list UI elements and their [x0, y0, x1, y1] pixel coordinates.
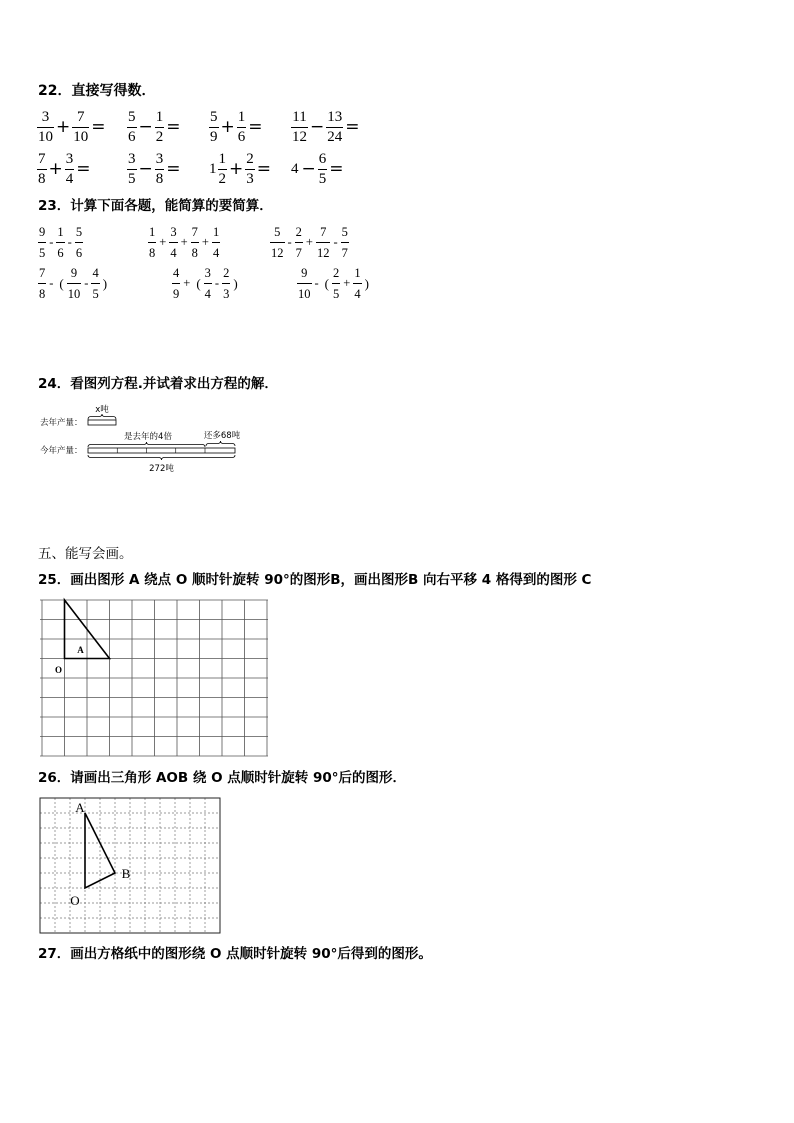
- fraction: [38, 263, 46, 304]
- denominator: 24: [327, 129, 343, 145]
- extra-brace: [206, 441, 235, 446]
- denominator: 5: [333, 287, 340, 301]
- times-brace: [88, 442, 205, 447]
- q22-expression: [209, 108, 265, 147]
- fraction: [37, 108, 54, 147]
- fraction: [67, 263, 82, 304]
- fraction: [155, 150, 165, 189]
- fraction: [222, 263, 230, 304]
- numerator: 1: [218, 150, 228, 170]
- denominator: 2: [218, 171, 226, 187]
- fraction: [127, 108, 137, 147]
- q23-expression: [270, 222, 349, 263]
- fraction: [332, 263, 340, 304]
- numerator: 3: [169, 222, 177, 243]
- fraction: [169, 222, 177, 263]
- numerator: 7: [72, 108, 89, 128]
- numerator: 5: [341, 222, 349, 243]
- fraction: [72, 108, 89, 147]
- q22-expression: [291, 150, 346, 189]
- this-year-bar-dividers: [117, 448, 205, 453]
- operator: +: [56, 117, 71, 137]
- fraction: [148, 222, 156, 263]
- denominator: 12: [316, 246, 330, 260]
- q26-grid-figure: [38, 796, 224, 936]
- fraction: [56, 222, 64, 263]
- parenthesis: (: [59, 275, 64, 291]
- fraction: [218, 150, 228, 189]
- numerator: 7: [191, 222, 199, 243]
- operator: =: [166, 117, 181, 137]
- operator: =: [91, 117, 106, 137]
- fraction: [291, 108, 308, 147]
- operator: -: [287, 235, 292, 249]
- fraction: [91, 263, 99, 304]
- vertex-a-label: A: [75, 800, 85, 815]
- parenthesis: (: [324, 275, 330, 291]
- denominator: 5: [39, 246, 46, 260]
- numerator: 2: [245, 150, 255, 170]
- denominator: 10: [38, 129, 53, 145]
- operator: −: [310, 117, 325, 137]
- last-year-bar: [88, 420, 116, 425]
- whole-number: 1: [209, 161, 217, 177]
- square-grid: [40, 600, 268, 756]
- numerator: 1: [56, 222, 64, 243]
- denominator: 7: [341, 246, 348, 260]
- numerator: 4: [172, 263, 180, 284]
- operator: +: [229, 159, 244, 179]
- denominator: 6: [75, 246, 83, 260]
- question-23-title: 23．计算下面各题，能简算的要简算．: [38, 198, 273, 214]
- operator: =: [345, 117, 360, 137]
- numerator: 9: [297, 263, 312, 284]
- numerator: 3: [65, 150, 75, 170]
- fraction: [191, 222, 199, 263]
- denominator: 12: [271, 246, 284, 260]
- numerator: 3: [204, 263, 212, 284]
- numerator: 7: [37, 150, 47, 170]
- total-label: 272吨: [149, 464, 174, 474]
- numerator: 3: [127, 150, 137, 170]
- operator: =: [329, 159, 344, 179]
- denominator: 6: [128, 129, 136, 145]
- operator: +: [159, 235, 167, 249]
- parenthesis: (: [196, 275, 201, 291]
- fraction: [172, 263, 180, 304]
- q22-expression: [127, 108, 183, 147]
- parenthesis: ): [364, 275, 369, 291]
- section-5-title: 五、能写会画。: [38, 546, 133, 562]
- operator: +: [183, 276, 191, 290]
- numerator: 5: [270, 222, 285, 243]
- operator: −: [301, 159, 316, 179]
- last-year-amount-label: x吨: [95, 405, 109, 415]
- fraction: [353, 263, 361, 304]
- numerator: 1: [212, 222, 220, 243]
- operator: +: [201, 235, 209, 249]
- fraction: [38, 222, 46, 263]
- denominator: 12: [292, 129, 307, 145]
- numerator: 1: [353, 263, 361, 284]
- question-25-title: 25．画出图形 A 绕点 O 顺时针旋转 90°的图形B，画出图形B 向右平移 4 格得到的图形 C: [38, 572, 592, 588]
- operator: =: [256, 159, 271, 179]
- denominator: 10: [73, 129, 89, 145]
- q22-expression: [127, 150, 183, 189]
- point-o-label: O: [54, 665, 63, 675]
- numerator: 5: [209, 108, 219, 128]
- operator: =: [76, 159, 91, 179]
- operator: -: [67, 235, 72, 249]
- q22-expression: [291, 108, 362, 147]
- q22-expression: [37, 150, 93, 189]
- numerator: 5: [75, 222, 83, 243]
- numerator: 7: [316, 222, 331, 243]
- fraction: [295, 222, 303, 263]
- denominator: 10: [298, 287, 311, 301]
- operator: -: [49, 235, 54, 249]
- vertex-o-label: O: [70, 893, 80, 908]
- denominator: 2: [155, 129, 164, 145]
- operator: +: [48, 159, 63, 179]
- operator: −: [138, 117, 153, 137]
- question-27-title: 27．画出方格纸中的图形绕 O 点顺时针旋转 90°后得到的图形。: [38, 946, 432, 962]
- denominator: 8: [155, 171, 164, 187]
- parenthesis: ): [233, 275, 238, 291]
- this-year-bar: [88, 448, 235, 453]
- denominator: 7: [295, 246, 302, 260]
- vertex-b-label: B: [121, 866, 131, 881]
- operator: -: [49, 276, 54, 290]
- denominator: 6: [237, 129, 246, 145]
- numerator: 2: [222, 263, 230, 284]
- operator: =: [166, 159, 181, 179]
- integer: 4: [291, 161, 299, 177]
- fraction: [326, 108, 343, 147]
- numerator: 3: [37, 108, 54, 128]
- denominator: 4: [354, 287, 361, 301]
- fraction: [204, 263, 212, 304]
- fraction: [212, 222, 220, 263]
- numerator: 5: [127, 108, 137, 128]
- last-year-label: 去年产量：: [40, 418, 83, 428]
- q22-expression: [209, 150, 273, 189]
- fraction: [155, 108, 165, 147]
- numerator: 1: [155, 108, 165, 128]
- denominator: 8: [39, 287, 46, 301]
- numerator: 1: [237, 108, 247, 128]
- fraction: [65, 150, 75, 189]
- denominator: 8: [38, 171, 46, 187]
- operator: +: [305, 235, 313, 249]
- numerator: 2: [332, 263, 340, 284]
- numerator: 13: [326, 108, 343, 128]
- numerator: 3: [155, 150, 165, 170]
- fraction: [127, 150, 137, 189]
- operator: -: [314, 276, 319, 290]
- numerator: 9: [67, 263, 82, 284]
- fraction: [209, 108, 219, 147]
- fraction: [75, 222, 83, 263]
- fraction: [270, 222, 285, 263]
- fraction: [341, 222, 349, 263]
- q23-expression: [38, 263, 110, 304]
- denominator: 6: [57, 246, 64, 260]
- q23-expression: [172, 263, 241, 304]
- denominator: 3: [246, 171, 254, 187]
- numerator: 4: [91, 263, 99, 284]
- times-label: 是去年的4倍: [124, 432, 172, 442]
- denominator: 5: [92, 287, 99, 301]
- operator: -: [333, 235, 338, 249]
- denominator: 8: [149, 246, 156, 260]
- denominator: 5: [318, 171, 327, 187]
- extra-label: 还多68吨: [203, 431, 241, 441]
- question-22-title: 22．直接写得数．: [38, 83, 156, 99]
- operator: +: [180, 235, 188, 249]
- numerator: 9: [38, 222, 46, 243]
- denominator: 9: [173, 287, 180, 301]
- operator: =: [248, 117, 263, 137]
- denominator: 9: [210, 129, 218, 145]
- fraction: [297, 263, 312, 304]
- operator: +: [343, 276, 351, 290]
- numerator: 11: [291, 108, 308, 128]
- operator: -: [84, 276, 89, 290]
- operator: −: [138, 159, 153, 179]
- denominator: 4: [204, 287, 211, 301]
- q22-expression: [37, 108, 108, 147]
- denominator: 10: [67, 287, 81, 301]
- denominator: 8: [191, 246, 198, 260]
- shape-a-label: A: [77, 645, 84, 655]
- question-24-title: 24．看图列方程.并试着求出方程的解．: [38, 376, 278, 392]
- q23-expression: [148, 222, 220, 263]
- denominator: 4: [170, 246, 177, 260]
- denominator: 4: [212, 246, 220, 260]
- fraction: [237, 108, 247, 147]
- numerator: 2: [295, 222, 303, 243]
- parenthesis: ): [102, 275, 108, 291]
- operator: +: [220, 117, 235, 137]
- fraction: [245, 150, 255, 189]
- fraction: [316, 222, 331, 263]
- q23-expression: [297, 263, 372, 304]
- question-26-title: 26．请画出三角形 AOB 绕 O 点顺时针旋转 90°后的图形．: [38, 770, 407, 786]
- numerator: 1: [148, 222, 156, 243]
- total-brace: [88, 455, 235, 460]
- line-segment-diagram: [36, 400, 248, 480]
- fraction: [37, 150, 47, 189]
- q25-grid-figure: [40, 598, 272, 760]
- operator: -: [214, 276, 220, 290]
- denominator: 3: [223, 287, 230, 301]
- numerator: 7: [38, 263, 46, 284]
- this-year-label: 今年产量：: [40, 446, 83, 456]
- q23-expression: [38, 222, 83, 263]
- denominator: 5: [128, 171, 136, 187]
- last-year-brace: [88, 414, 116, 420]
- fraction: [318, 150, 328, 189]
- numerator: 6: [318, 150, 328, 170]
- denominator: 4: [65, 171, 74, 187]
